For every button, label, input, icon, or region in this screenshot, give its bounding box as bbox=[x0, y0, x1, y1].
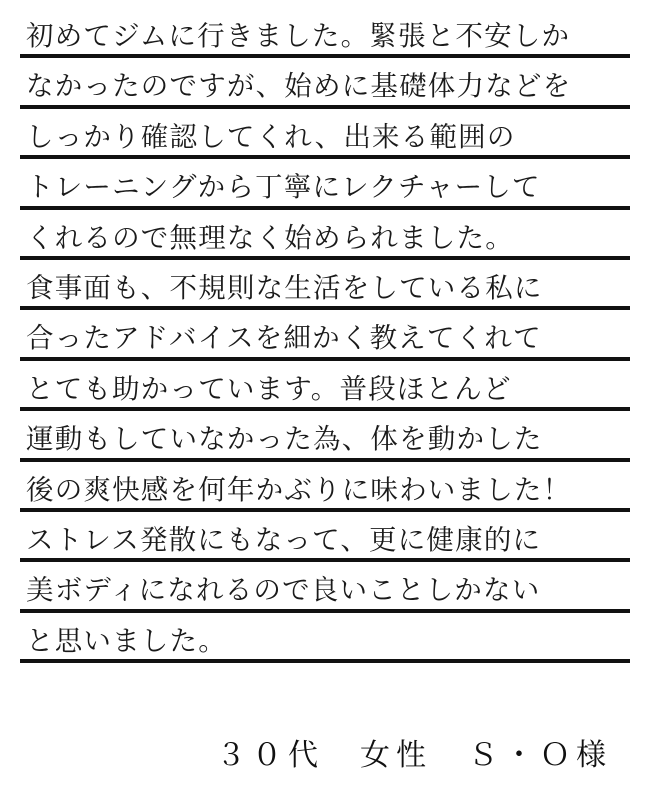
line-text: くれるので無理なく始められました。 bbox=[26, 221, 514, 254]
text-line bbox=[20, 8, 630, 58]
text-line bbox=[20, 210, 630, 260]
text-line bbox=[20, 58, 630, 108]
line-text: とても助かっています。普段ほとんど bbox=[26, 372, 512, 405]
text-line bbox=[20, 310, 630, 360]
line-text: と思いました。 bbox=[26, 624, 227, 657]
line-text: 食事面も、不規則な生活をしている私に bbox=[26, 271, 543, 304]
text-line bbox=[20, 512, 630, 562]
line-text: 美ボディになれるので良いことしかない bbox=[26, 574, 541, 607]
text-line bbox=[20, 411, 630, 461]
testimonial-body bbox=[20, 8, 630, 663]
text-line bbox=[20, 613, 630, 663]
line-text: ストレス発散にもなって、更に健康的に bbox=[26, 523, 542, 556]
underline-rule bbox=[20, 659, 630, 663]
author-signature: ３０代 女性 Ｓ・Ｏ様 bbox=[216, 738, 612, 773]
line-text: 後の爽快感を何年かぶりに味わいました！ bbox=[26, 473, 572, 506]
line-text: 合ったアドバイスを細かく教えてくれて bbox=[26, 322, 542, 355]
text-line bbox=[20, 260, 630, 310]
line-text: トレーニングから丁寧にレクチャーして bbox=[26, 171, 541, 204]
line-text: 運動もしていなかった為、体を動かした bbox=[26, 423, 543, 456]
text-line bbox=[20, 159, 630, 209]
line-text: 初めてジムに行きました。緊張と不安しか bbox=[26, 20, 571, 52]
line-text: しっかり確認してくれ、出来る範囲の bbox=[26, 120, 516, 153]
text-line bbox=[20, 109, 630, 159]
text-line bbox=[20, 462, 630, 512]
text-line bbox=[20, 562, 630, 612]
text-line bbox=[20, 361, 630, 411]
line-text: なかったのですが、始めに基礎体力などを bbox=[26, 70, 572, 103]
